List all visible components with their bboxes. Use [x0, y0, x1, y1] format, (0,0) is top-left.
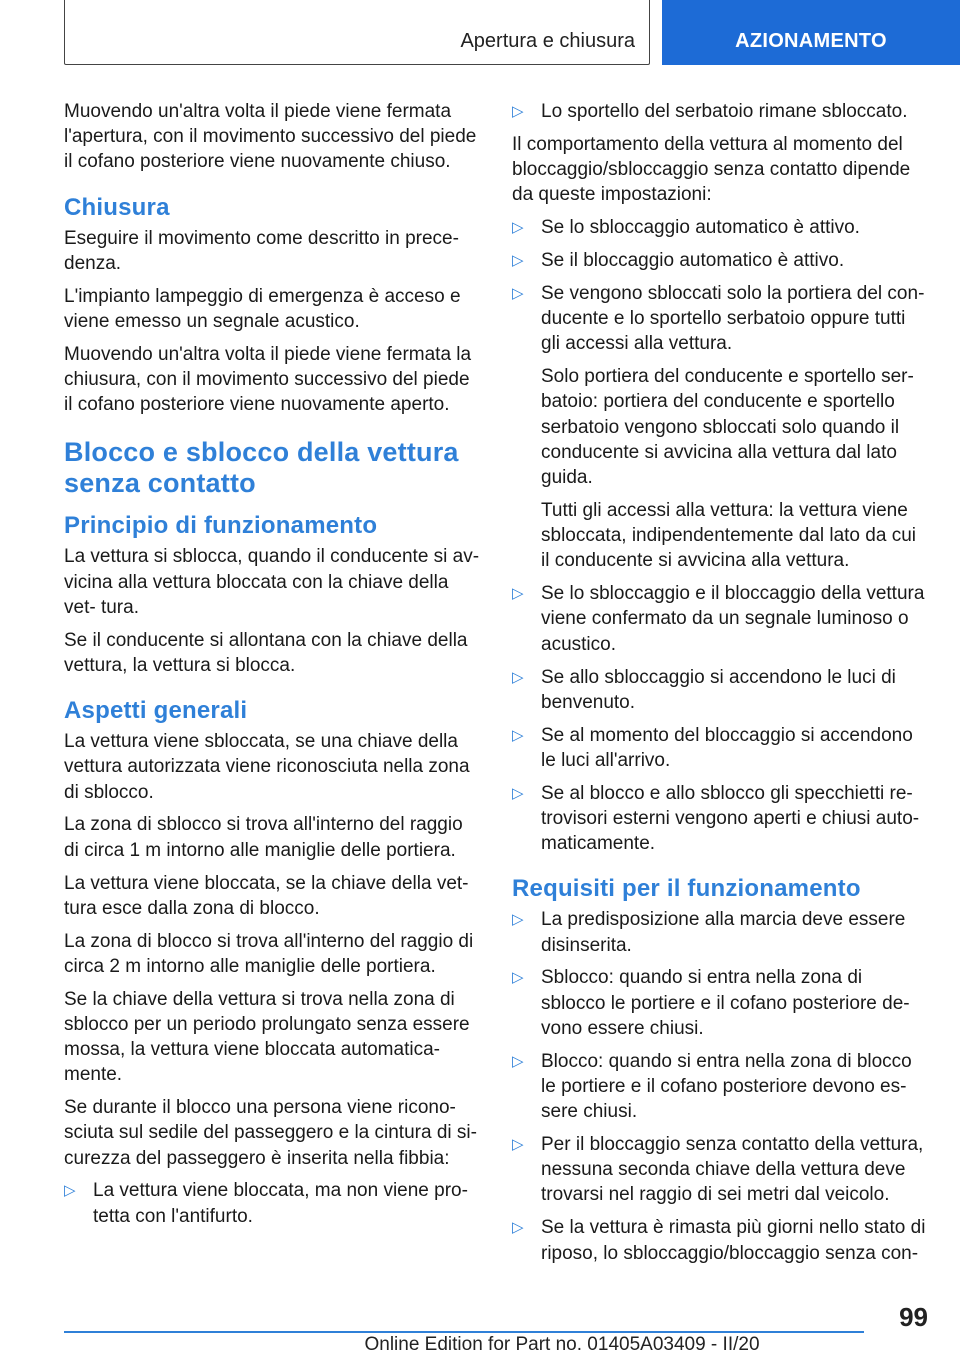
list-item-text: Se al blocco e allo sblocco gli specchietti re‐ trovisori esterni vengono aperti e chiusi auto‐ maticamente. — [541, 782, 920, 855]
triangle-bullet-icon: ▷ — [512, 252, 524, 270]
triangle-bullet-icon: ▷ — [512, 219, 524, 237]
triangle-bullet-icon: ▷ — [512, 911, 524, 929]
list-item — [512, 1132, 928, 1208]
list-item-text: La vettura viene bloccata, ma non viene pro‐ tetta con l'antifurto. — [93, 1180, 468, 1227]
paragraph: Se la chiave della vettura si trova nella zona di sblocco per un periodo prolungato senza essere mossa, la vettura viene bloccata automatica‐ mente. — [64, 988, 470, 1086]
paragraph: La zona di blocco si trova all'interno del raggio di circa 2 m intorno alle maniglie delle portiera. — [64, 930, 474, 977]
paragraph: La zona di sblocco si trova all'interno del raggio di circa 1 m intorno alle maniglie delle portiera. — [64, 814, 463, 861]
list-item — [512, 581, 928, 657]
triangle-bullet-icon: ▷ — [512, 585, 524, 603]
list-item — [512, 907, 928, 957]
triangle-bullet-icon: ▷ — [512, 1136, 524, 1154]
header-section-title: Apertura e chiusura — [460, 30, 635, 52]
list-item-text: Lo sportello del serbatoio rimane sbloccato. — [541, 101, 908, 122]
triangle-bullet-icon: ▷ — [512, 969, 524, 987]
heading-aspetti-generali: Aspetti generali — [64, 697, 248, 725]
paragraph: La vettura si sblocca, quando il conducente si av‐ vicina alla vettura bloccata con la chiave della vet‐ tura. — [64, 546, 480, 618]
paragraph: Muovendo un'altra volta il piede viene fermata la chiusura, con il movimento successivo del piede il cofano posteriore viene nuovamente aperto. — [64, 343, 472, 416]
paragraph: Se il conducente si allontana con la chiave della vettura, la vettura si blocca. — [64, 629, 468, 676]
list-item — [512, 665, 928, 715]
header-section-box — [64, 0, 650, 65]
list-item-text: Se vengono sbloccati solo la portiera del con‐ ducente e lo sportello serbatoio oppure tutti gli accessi alla vettura. — [541, 282, 925, 355]
list-item — [512, 965, 928, 1041]
list-item-subparagraph: Tutti gli accessi alla vettura: la vettura viene sbloccata, indipendentemente dal lato da cui il conducente si avvicina alla vettura. — [541, 499, 916, 572]
paragraph: Muovendo un'altra volta il piede viene fermata l'apertura, con il movimento successivo del piede il cofano posteriore viene nuovamente chiuso. — [64, 101, 477, 173]
list-item-text: Se il bloccaggio automatico è attivo. — [541, 250, 845, 272]
list-item-text: La predisposizione alla marcia deve essere disinserita. — [541, 909, 906, 956]
triangle-bullet-icon: ▷ — [512, 103, 524, 120]
list-item — [512, 1049, 928, 1125]
list-item — [512, 1215, 928, 1265]
heading-chiusura: Chiusura — [64, 193, 170, 221]
triangle-bullet-icon: ▷ — [512, 284, 524, 302]
list-item-text: Se lo sbloccaggio automatico è attivo. — [541, 217, 860, 239]
footer-divider — [64, 1331, 864, 1333]
triangle-bullet-icon: ▷ — [64, 1182, 76, 1200]
list-item — [512, 248, 928, 273]
list-item — [512, 215, 928, 240]
page-number: 99 — [899, 1302, 928, 1332]
list-item-text: Se lo sbloccaggio e il bloccaggio della vettura viene confermato da un segnale luminoso o acustico. — [541, 583, 925, 655]
list-item-text: Per il bloccaggio senza contatto della vettura, nessuna seconda chiave della vettura deve trovarsi nel raggio di sei metri dal veicolo. — [541, 1134, 924, 1206]
triangle-bullet-icon: ▷ — [512, 1052, 524, 1070]
left-column — [64, 99, 480, 1237]
triangle-bullet-icon: ▷ — [512, 1219, 524, 1237]
list-item — [512, 723, 928, 773]
list-item — [64, 1178, 480, 1228]
triangle-bullet-icon: ▷ — [512, 726, 524, 744]
heading-requisiti: Requisiti per il funzionamento — [512, 875, 861, 903]
header-chapter-title: AZIONAMENTO — [735, 30, 887, 52]
list-item-text: Sblocco: quando si entra nella zona di sblocco le portiere e il cofano posteriore de‐ vono essere chiusi. — [541, 967, 910, 1039]
paragraph: L'impianto lampeggio di emergenza è acceso e viene emesso un segnale acustico. — [64, 285, 461, 332]
paragraph: Eseguire il movimento come descritto in prece‐ denza. — [64, 227, 459, 274]
triangle-bullet-icon: ▷ — [512, 784, 524, 802]
paragraph: Il comportamento della vettura al momento del bloccaggio/sbloccaggio senza contatto dipende da queste impostazioni: — [512, 133, 911, 206]
list-item — [512, 281, 928, 574]
heading-blocco-sblocco: Blocco e sblocco della vettura senza contatto — [64, 437, 459, 499]
list-item-text: Se la vettura è rimasta più giorni nello stato di riposo, lo sbloccaggio/bloccaggio senza con‐ — [541, 1217, 926, 1264]
paragraph: La vettura viene bloccata, se la chiave della vet‐ tura esce dalla zona di blocco. — [64, 872, 469, 919]
heading-principio: Principio di funzionamento — [64, 512, 378, 540]
list-item-text: Se al momento del bloccaggio si accendono le luci all'arrivo. — [541, 724, 913, 771]
list-item — [512, 99, 928, 124]
triangle-bullet-icon: ▷ — [512, 668, 524, 686]
list-item — [512, 781, 928, 857]
paragraph: La vettura viene sbloccata, se una chiave della vettura autorizzata viene riconosciuta nella zona di sblocco. — [64, 731, 470, 803]
right-column — [512, 99, 928, 1273]
list-item-subparagraph: Solo portiera del conducente e sportello ser‐ batoio: portiera del conducente e sportello serbatoio vengono sbloccati solo quando il conducente si avvicina alla vettura dal lato guida. — [541, 366, 914, 489]
header-chapter-tab — [662, 0, 960, 65]
list-item-text: Se allo sbloccaggio si accendono le luci di benvenuto. — [541, 666, 896, 713]
paragraph: Se durante il blocco una persona viene ricono‐ sciuta sul sedile del passeggero e la cintura di si‐ curezza del passeggero è inserita nella fibbia: — [64, 1097, 477, 1169]
list-item-text: Blocco: quando si entra nella zona di blocco le portiere e il cofano posteriore devono es‐ sere chiusi. — [541, 1050, 912, 1123]
footer-edition: Online Edition for Part no. 01405A03409 - II/20 — [364, 1334, 760, 1355]
